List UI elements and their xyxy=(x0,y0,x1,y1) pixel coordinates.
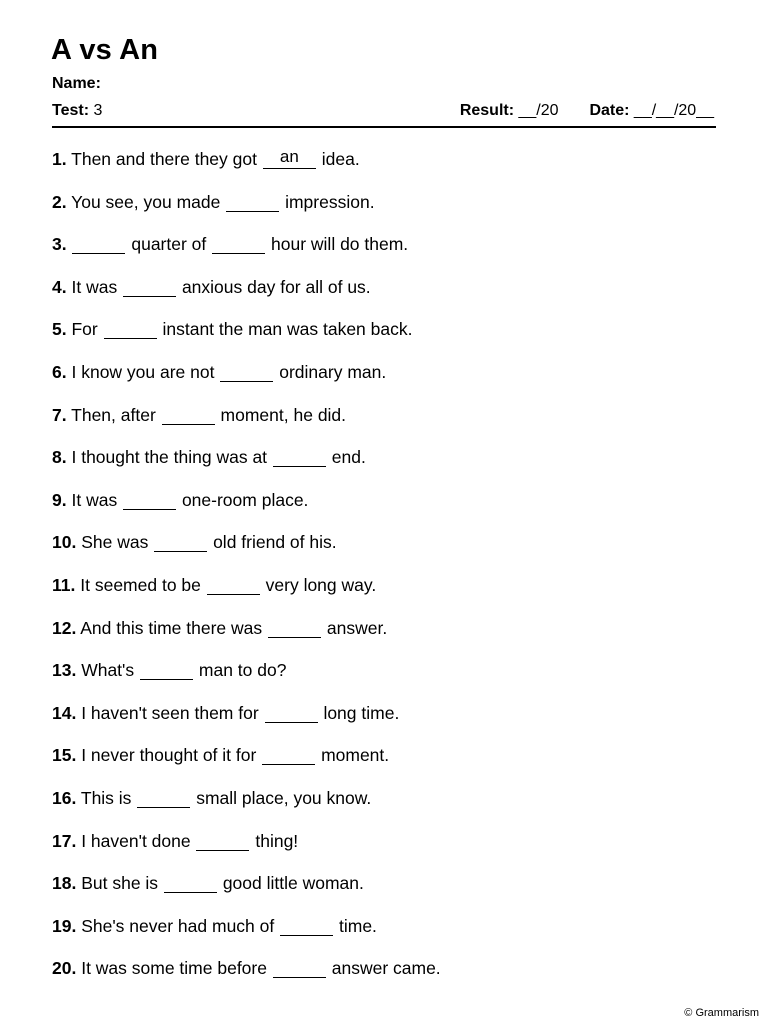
question-number: 20. xyxy=(52,958,77,979)
question-text: What's xyxy=(81,660,135,681)
question-number: 10. xyxy=(52,532,77,553)
question-item xyxy=(52,658,441,701)
answer-blank[interactable] xyxy=(154,531,207,552)
answer-blank[interactable] xyxy=(207,574,260,595)
question-number: 5. xyxy=(52,319,67,340)
question-text: It was some time before xyxy=(81,958,267,979)
question-item xyxy=(52,190,441,233)
question-text: You see, you made xyxy=(71,191,221,212)
question-text: ordinary man. xyxy=(279,361,387,382)
answer-blank[interactable] xyxy=(212,233,265,254)
question-item xyxy=(52,616,441,659)
question-text: It seemed to be xyxy=(80,574,201,595)
question-number: 16. xyxy=(52,787,77,808)
question-text: For xyxy=(71,319,98,340)
answer-blank[interactable] xyxy=(162,404,215,425)
question-number: 13. xyxy=(52,660,77,681)
answer-blank[interactable] xyxy=(226,191,279,212)
question-text: I know you are not xyxy=(71,361,215,382)
question-text: I never thought of it for xyxy=(81,745,257,766)
question-item xyxy=(52,829,441,872)
question-text: idea. xyxy=(321,149,360,169)
question-number: 4. xyxy=(52,276,67,297)
question-item xyxy=(52,701,441,744)
answer-blank[interactable] xyxy=(123,276,176,297)
result-value: __/20 xyxy=(518,102,559,119)
answer-blank[interactable] xyxy=(104,318,157,339)
question-text: I thought the thing was at xyxy=(71,447,268,468)
question-text: She was xyxy=(81,532,149,553)
question-number: 3. xyxy=(52,234,67,255)
name-field xyxy=(52,74,101,94)
result-date-info xyxy=(460,101,714,121)
question-text: quarter of xyxy=(131,234,207,255)
question-text: good little woman. xyxy=(222,873,364,894)
question-item xyxy=(52,232,441,275)
question-item xyxy=(52,871,441,914)
answer-blank[interactable] xyxy=(140,659,193,680)
question-text: Then and there they got xyxy=(71,149,257,169)
question-text: end. xyxy=(331,447,366,468)
question-number: 15. xyxy=(52,745,77,766)
answer-blank[interactable] xyxy=(72,233,125,254)
question-item xyxy=(52,573,441,616)
question-text: one-room place. xyxy=(181,489,309,510)
question-text: old friend of his. xyxy=(213,532,337,553)
question-item xyxy=(52,786,441,829)
question-number: 7. xyxy=(52,404,67,425)
answer-blank[interactable] xyxy=(263,148,316,169)
question-number: 8. xyxy=(52,447,67,468)
question-text: moment, he did. xyxy=(220,404,347,425)
question-text: long time. xyxy=(323,702,400,723)
question-text: man to do? xyxy=(198,660,287,681)
result-label: Result: xyxy=(459,102,515,119)
question-item xyxy=(52,743,441,786)
answer-blank[interactable] xyxy=(137,787,190,808)
question-list xyxy=(52,147,441,999)
date-label: Date: xyxy=(589,102,630,119)
question-number: 12. xyxy=(52,617,77,638)
answer-blank[interactable] xyxy=(265,702,318,723)
question-text: I haven't done xyxy=(81,830,191,851)
question-text: moment. xyxy=(321,745,390,766)
question-item xyxy=(52,275,441,318)
question-number: 19. xyxy=(52,915,77,936)
question-item xyxy=(52,530,441,573)
test-info xyxy=(52,101,102,121)
answer-blank[interactable] xyxy=(123,489,176,510)
question-text: This is xyxy=(80,787,132,808)
question-text: thing! xyxy=(255,830,299,851)
question-number: 9. xyxy=(52,489,67,510)
answer-blank[interactable] xyxy=(262,744,315,765)
question-item xyxy=(52,488,441,531)
question-number: 11. xyxy=(52,574,76,595)
question-text: It was xyxy=(71,276,118,297)
answer-blank[interactable] xyxy=(268,617,321,638)
answer-text: an xyxy=(279,147,299,166)
question-text: It was xyxy=(71,489,118,510)
question-text: impression. xyxy=(285,191,375,212)
name-label: Name: xyxy=(52,75,101,92)
test-meta-row xyxy=(52,101,716,121)
question-text: And this time there was xyxy=(80,617,263,638)
question-number: 6. xyxy=(52,361,67,382)
page-title: A vs An xyxy=(51,34,159,66)
header-divider xyxy=(52,126,716,128)
answer-blank[interactable] xyxy=(273,446,326,467)
question-number: 17. xyxy=(52,830,77,851)
question-item xyxy=(52,317,441,360)
question-text: But she is xyxy=(81,873,159,894)
question-number: 14. xyxy=(52,702,77,723)
question-item xyxy=(52,360,441,403)
question-number: 2. xyxy=(52,191,67,212)
date-value: __/__/20__ xyxy=(633,102,714,119)
question-text: time. xyxy=(339,915,377,936)
question-text: small place, you know. xyxy=(196,787,372,808)
question-item xyxy=(52,147,441,190)
answer-blank[interactable] xyxy=(164,872,217,893)
question-item xyxy=(52,445,441,488)
answer-blank[interactable] xyxy=(196,830,249,851)
copyright-footer: © Grammarism xyxy=(684,1007,759,1019)
test-number: 3 xyxy=(93,102,103,119)
question-item xyxy=(52,914,441,957)
answer-blank[interactable] xyxy=(280,915,333,936)
question-item xyxy=(52,956,441,999)
question-item xyxy=(52,403,441,446)
question-text: very long way. xyxy=(265,574,377,595)
question-text: Then, after xyxy=(71,404,156,425)
answer-blank[interactable] xyxy=(273,957,326,978)
question-text: I haven't seen them for xyxy=(81,702,259,723)
question-number: 18. xyxy=(52,873,77,894)
question-text: answer came. xyxy=(331,958,441,979)
question-text: instant the man was taken back. xyxy=(162,319,413,340)
answer-blank[interactable] xyxy=(220,361,273,382)
question-number: 1. xyxy=(52,149,67,169)
question-text: anxious day for all of us. xyxy=(181,276,371,297)
question-text: answer. xyxy=(326,617,388,638)
question-text: hour will do them. xyxy=(271,234,409,255)
question-text: She's never had much of xyxy=(81,915,275,936)
test-label: Test: xyxy=(52,102,90,119)
